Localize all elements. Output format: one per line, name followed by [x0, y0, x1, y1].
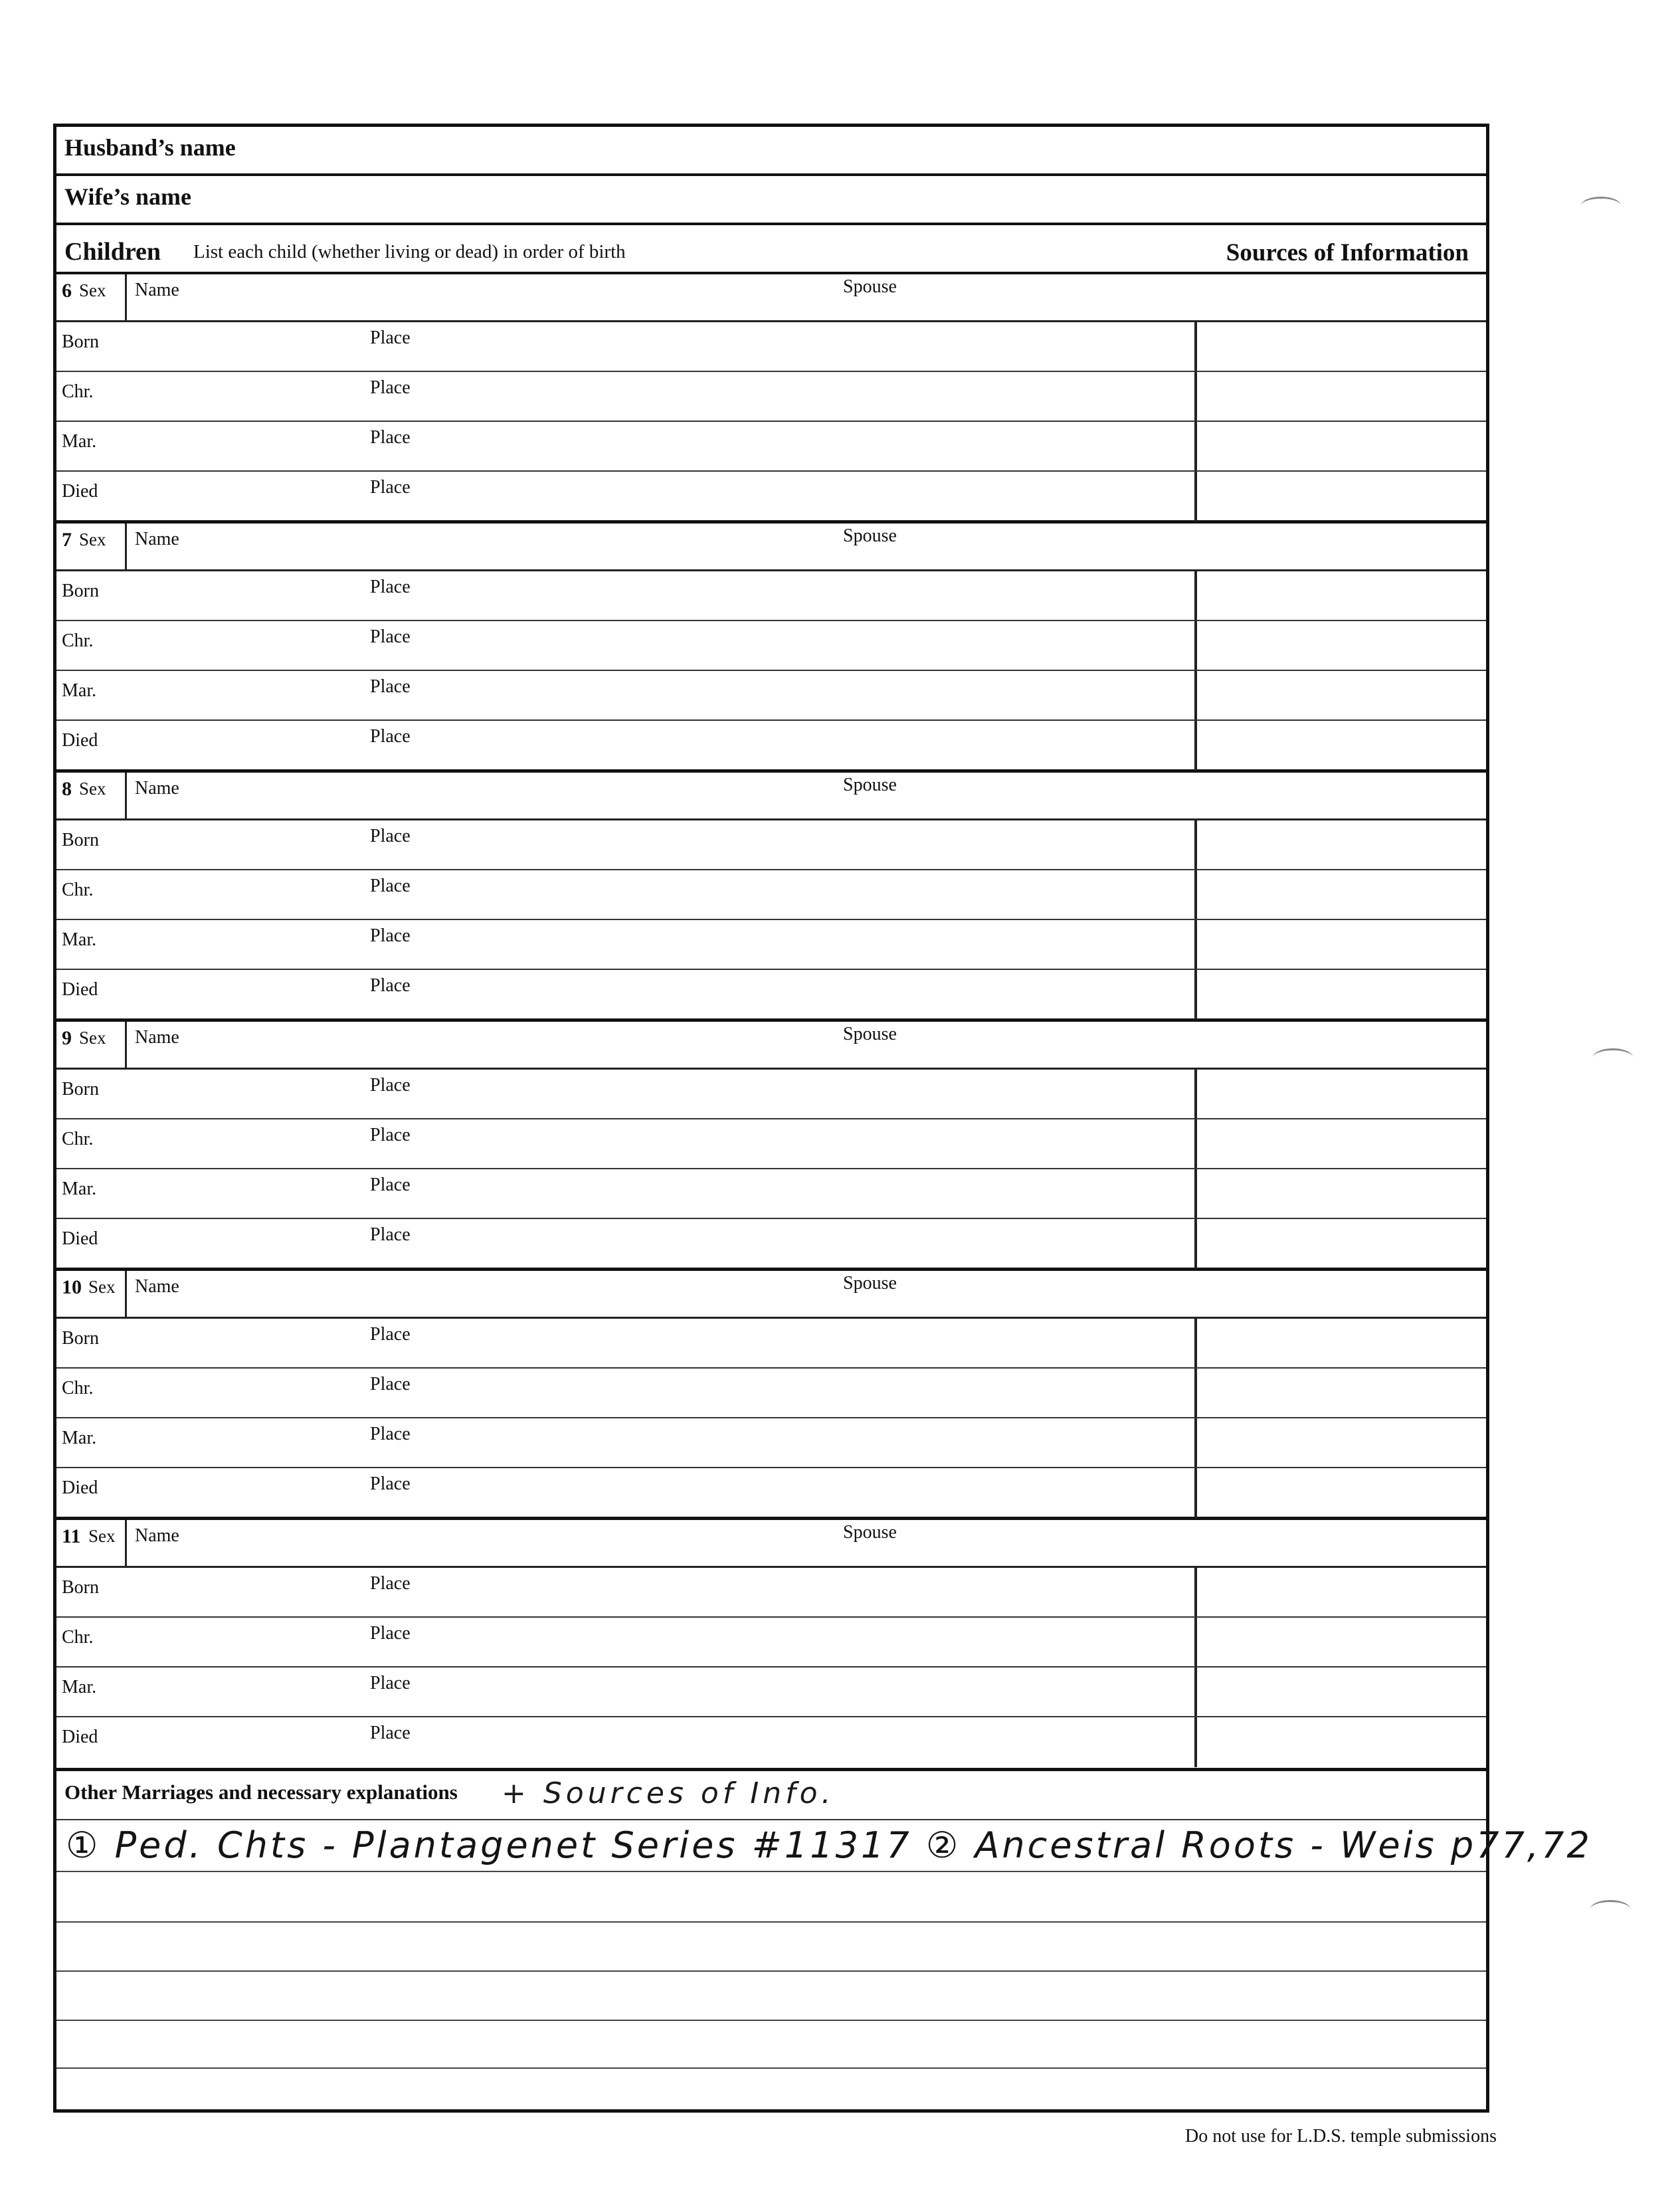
name-label: Name — [135, 1525, 179, 1546]
born-row[interactable] — [56, 1319, 1486, 1369]
punch-hole-mark — [1590, 1900, 1630, 1918]
child-header-row — [56, 274, 1486, 322]
place-label: Place — [370, 676, 411, 697]
place-label: Place — [370, 975, 411, 996]
sex-label: Sex — [79, 1028, 106, 1048]
place-label: Place — [370, 328, 411, 348]
chr-row[interactable] — [56, 372, 1486, 422]
born-label: Born — [62, 581, 99, 601]
place-label: Place — [370, 1125, 411, 1145]
mar-row[interactable] — [56, 1418, 1486, 1468]
mar-row[interactable] — [56, 1668, 1486, 1717]
source-divider — [1194, 870, 1197, 919]
place-label: Place — [370, 626, 411, 647]
children-header — [56, 225, 1486, 274]
born-label: Born — [62, 1328, 99, 1349]
died-label: Died — [62, 1727, 98, 1747]
mar-label: Mar. — [62, 431, 97, 452]
chr-label: Chr. — [62, 381, 94, 402]
children-instructions: List each child (whether living or dead) in order of birth — [193, 241, 626, 262]
child-sex-cell[interactable] — [56, 1520, 127, 1568]
chr-row[interactable] — [56, 870, 1486, 920]
place-label: Place — [370, 1573, 411, 1594]
writing-line[interactable] — [56, 2020, 1486, 2021]
source-divider — [1194, 322, 1197, 371]
chr-label: Chr. — [62, 880, 94, 900]
mar-label: Mar. — [62, 1179, 97, 1199]
child-sex-cell[interactable] — [56, 773, 127, 820]
source-divider — [1194, 1418, 1197, 1467]
chr-label: Chr. — [62, 1129, 94, 1149]
source-divider — [1194, 1219, 1197, 1269]
chr-label: Chr. — [62, 630, 94, 651]
name-label: Name — [135, 1276, 179, 1297]
born-label: Born — [62, 332, 99, 352]
place-label: Place — [370, 1374, 411, 1394]
child-block — [56, 274, 1486, 524]
place-label: Place — [370, 876, 411, 896]
child-sex-cell[interactable] — [56, 524, 127, 571]
died-label: Died — [62, 979, 98, 1000]
handwritten-sources-note: + Sources of Info. — [502, 1776, 835, 1810]
source-divider — [1194, 1070, 1197, 1118]
born-label: Born — [62, 1079, 99, 1099]
punch-hole-mark — [1593, 1048, 1633, 1066]
mar-row[interactable] — [56, 920, 1486, 970]
source-divider — [1194, 1119, 1197, 1168]
child-number: 10 — [62, 1276, 82, 1298]
place-label: Place — [370, 1474, 411, 1494]
chr-row[interactable] — [56, 1618, 1486, 1668]
chr-row[interactable] — [56, 1119, 1486, 1169]
place-label: Place — [370, 1224, 411, 1245]
place-label: Place — [370, 1623, 411, 1644]
mar-label: Mar. — [62, 929, 97, 950]
husband-row[interactable] — [56, 127, 1486, 176]
place-label: Place — [370, 925, 411, 946]
child-sex-cell[interactable] — [56, 274, 127, 322]
born-label: Born — [62, 1577, 99, 1598]
child-block — [56, 1271, 1486, 1520]
name-label: Name — [135, 778, 179, 799]
source-divider — [1194, 1668, 1197, 1716]
source-divider — [1194, 1369, 1197, 1417]
chr-row[interactable] — [56, 621, 1486, 671]
born-row[interactable] — [56, 571, 1486, 621]
born-row[interactable] — [56, 322, 1486, 372]
place-label: Place — [370, 1324, 411, 1345]
source-divider — [1194, 1468, 1197, 1518]
born-row[interactable] — [56, 1568, 1486, 1618]
spouse-label: Spouse — [843, 1273, 897, 1293]
place-label: Place — [370, 427, 411, 448]
child-number: 6 — [62, 280, 72, 302]
sex-label: Sex — [79, 529, 106, 549]
spouse-label: Spouse — [843, 525, 897, 546]
mar-row[interactable] — [56, 1169, 1486, 1219]
other-marriages-title: Other Marriages and necessary explanations — [64, 1780, 458, 1804]
place-label: Place — [370, 1075, 411, 1096]
chr-label: Chr. — [62, 1378, 94, 1398]
source-divider — [1194, 1717, 1197, 1767]
family-group-form — [53, 124, 1592, 2113]
child-number: 7 — [62, 529, 72, 551]
child-header-row — [56, 773, 1486, 820]
source-divider — [1194, 671, 1197, 719]
writing-line[interactable] — [56, 1921, 1486, 1923]
born-label: Born — [62, 830, 99, 850]
died-row[interactable] — [56, 970, 1486, 1020]
place-label: Place — [370, 826, 411, 846]
place-label: Place — [370, 1673, 411, 1693]
born-row[interactable] — [56, 820, 1486, 870]
spouse-label: Spouse — [843, 1522, 897, 1543]
name-label: Name — [135, 529, 179, 549]
source-divider — [1194, 820, 1197, 869]
child-header-row — [56, 1271, 1486, 1319]
mar-label: Mar. — [62, 680, 97, 701]
child-sex-cell[interactable] — [56, 1022, 127, 1070]
wife-row[interactable] — [56, 176, 1486, 225]
footer-note: Do not use for L.D.S. temple submissions — [1185, 2126, 1497, 2147]
mar-row[interactable] — [56, 422, 1486, 472]
husband-name-label: Husband’s name — [64, 134, 236, 161]
chr-row[interactable] — [56, 1369, 1486, 1418]
died-row[interactable] — [56, 1219, 1486, 1269]
sex-label: Sex — [88, 1277, 116, 1297]
place-label: Place — [370, 1175, 411, 1195]
source-divider — [1194, 1319, 1197, 1367]
punch-hole-mark — [1581, 197, 1621, 215]
source-divider — [1194, 1169, 1197, 1218]
name-label: Name — [135, 280, 179, 300]
died-row[interactable] — [56, 1717, 1486, 1767]
child-header-row — [56, 1022, 1486, 1070]
source-divider — [1194, 1618, 1197, 1666]
source-divider — [1194, 721, 1197, 771]
source-divider — [1194, 621, 1197, 670]
child-sex-cell[interactable] — [56, 1271, 127, 1319]
place-label: Place — [370, 377, 411, 398]
sex-label: Sex — [79, 779, 106, 799]
child-number: 9 — [62, 1027, 72, 1049]
writing-line[interactable] — [56, 1970, 1486, 1972]
child-block — [56, 1022, 1486, 1271]
died-row[interactable] — [56, 472, 1486, 522]
died-label: Died — [62, 1478, 98, 1498]
place-label: Place — [370, 726, 411, 747]
place-label: Place — [370, 477, 411, 498]
spouse-label: Spouse — [843, 775, 897, 795]
source-divider — [1194, 422, 1197, 470]
place-label: Place — [370, 1723, 411, 1743]
source-divider — [1194, 970, 1197, 1020]
chr-label: Chr. — [62, 1627, 94, 1648]
source-divider — [1194, 920, 1197, 969]
died-label: Died — [62, 730, 98, 751]
children-title: Children — [64, 238, 161, 266]
child-block — [56, 524, 1486, 773]
born-row[interactable] — [56, 1070, 1486, 1119]
died-row[interactable] — [56, 1468, 1486, 1518]
wife-name-label: Wife’s name — [64, 183, 191, 210]
other-marriages-section — [56, 1771, 1592, 2116]
child-block — [56, 773, 1486, 1022]
died-label: Died — [62, 481, 98, 502]
place-label: Place — [370, 1424, 411, 1444]
died-row[interactable] — [56, 721, 1486, 771]
child-header-row — [56, 1520, 1486, 1568]
handwritten-sources-line[interactable]: ① Ped. Chts - Plantagenet Series #11317 ② Ancestral Roots - Weis p77,72 — [66, 1824, 1592, 1866]
source-divider — [1194, 571, 1197, 620]
name-label: Name — [135, 1027, 179, 1048]
died-label: Died — [62, 1228, 98, 1249]
sources-header: Sources of Information — [1226, 239, 1469, 266]
source-divider — [1194, 472, 1197, 522]
spouse-label: Spouse — [843, 1024, 897, 1044]
source-divider — [1194, 1568, 1197, 1616]
spouse-label: Spouse — [843, 276, 897, 297]
sex-label: Sex — [88, 1526, 116, 1546]
source-divider — [1194, 372, 1197, 421]
place-label: Place — [370, 577, 411, 597]
writing-line[interactable] — [56, 2067, 1486, 2069]
child-block — [56, 1520, 1486, 1771]
child-header-row — [56, 524, 1486, 571]
mar-label: Mar. — [62, 1677, 97, 1697]
sex-label: Sex — [79, 280, 106, 300]
mar-row[interactable] — [56, 671, 1486, 721]
child-number: 8 — [62, 778, 72, 800]
other-marriages-header — [56, 1771, 1486, 1820]
writing-line[interactable] — [56, 1871, 1486, 1872]
child-number: 11 — [62, 1525, 81, 1547]
mar-label: Mar. — [62, 1428, 97, 1448]
